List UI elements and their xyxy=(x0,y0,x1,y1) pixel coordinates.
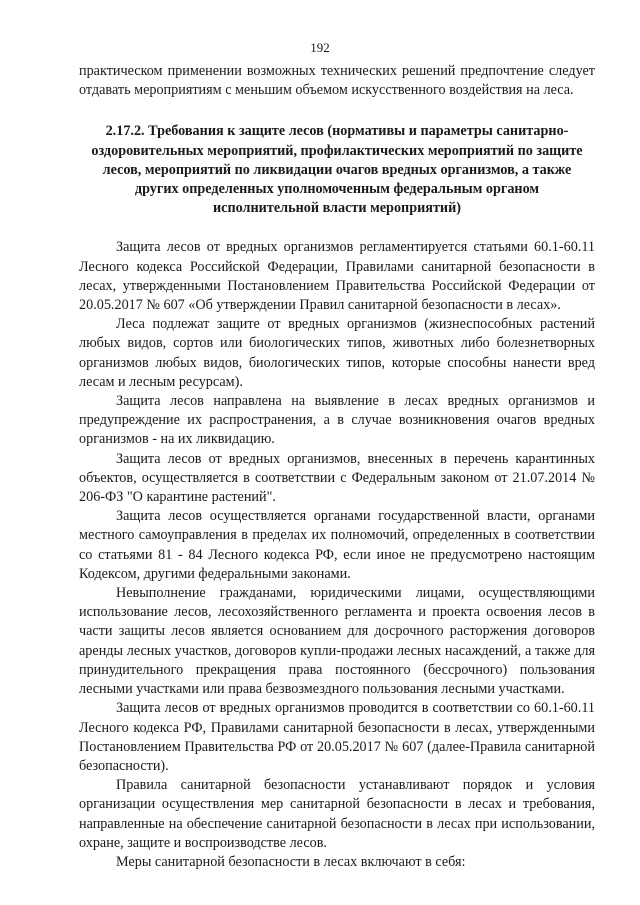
paragraph: Защита лесов от вредных организмов регламентируется статьями 60.1-60.11 Лесного кодекса Российской Федерации, Правилами санитарной безопасности в лесах, утвержденными Постановлением Правительства Российской Федерации от 20.05.2017 № 607 «Об утверждении Правил санитарной безопасности в лесах». xyxy=(79,239,595,314)
paragraph: Защита лесов осуществляется органами государственной власти, органами местного самоуправления в пределах их полномочий, определенных в соответствии со статьями 81 - 84 Лесного кодекса РФ, если иное не предусмотрено настоящим Кодексом, другими федеральными законами. xyxy=(79,508,595,582)
paragraph: Леса подлежат защите от вредных организмов (жизнеспособных растений любых видов, сортов или биологических типов, животных либо болезнетворных организмов любых видов, биологических типов, которые способны нанести вред лесам и лесным ресурсам). xyxy=(79,316,595,390)
paragraph: Защита лесов направлена на выявление в лесах вредных организмов и предупреждение их распространения, а в случае возникновения очагов вредных организмов - на их ликвидацию. xyxy=(79,393,595,448)
section-heading: 2.17.2. Требования к защите лесов (нормативы и параметры санитарно-оздоровительных мероприятий, профилактических мероприятий по защите лесов, мероприятий по ликвидации очагов вредных организмов, а также других определенных уполномоченным федеральным органом исполнительной власти мероприятий) xyxy=(91,123,583,217)
page-number: 192 xyxy=(310,40,330,55)
paragraph: Правила санитарной безопасности устанавливают порядок и условия организации осуществления мер санитарной безопасности в лесах и требования, направленные на обеспечение санитарной безопасности в лесах при использовании, охране, защите и воспроизводстве лесов. xyxy=(79,777,595,851)
paragraph: Защита лесов от вредных организмов, внесенных в перечень карантинных объектов, осуществляется в соответствии с Федеральным законом от 21.07.2014 № 206-ФЗ "О карантине растений". xyxy=(79,450,595,506)
paragraph: Меры санитарной безопасности в лесах включают в себя: xyxy=(116,853,466,870)
paragraph-continuation: практическом применении возможных технических решений предпочтение следует отдавать мероприятиям с меньшим объемом искусственного воздействия на леса. xyxy=(79,63,595,99)
paragraph: Невыполнение гражданами, юридическими лицами, осуществляющими использование лесов, лесохозяйственного регламента и проекта освоения лесов в части защиты лесов является основанием для досрочного расторжения договоров аренды лесных участков, договоров купли-продажи лесных насаждений, а также для принудительного прекращения права постоянного (бессрочного) пользования лесными участками или права безвозмездного пользования лесными участками. xyxy=(79,585,595,698)
document-body xyxy=(79,62,595,872)
paragraph: Защита лесов от вредных организмов проводится в соответствии со 60.1-60.11 Лесного кодекса РФ, Правилами санитарной безопасности в лесах, утвержденными Постановлением Правительства РФ от 20.05.2017 № 607 (далее-Правила санитарной безопасности). xyxy=(79,700,595,774)
